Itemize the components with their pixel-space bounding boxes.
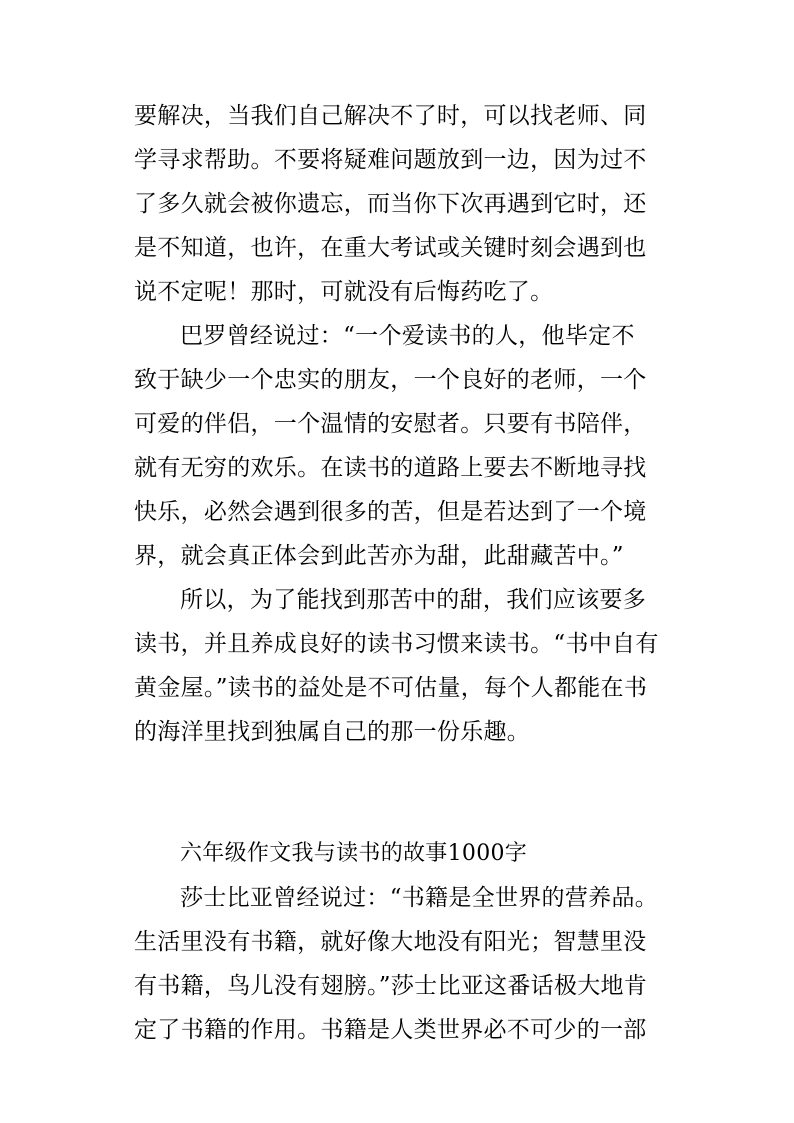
paragraph-3-line-4: 的海洋里找到独属自己的那一份乐趣。	[134, 719, 531, 745]
paragraph-1-line-3: 了多久就会被你遗忘，而当你下次再遇到它时，还	[134, 191, 647, 217]
paragraph-1-line-2: 学寻求帮助。不要将疑难问题放到一边，因为过不	[134, 147, 647, 173]
paragraph-3-line-2: 读书，并且养成良好的读书习惯来读书。“书中自有	[134, 631, 659, 657]
paragraph-3-line-3: 黄金屋。”读书的益处是不可估量，每个人都能在书	[134, 675, 648, 701]
paragraph-2-line-2: 致于缺少一个忠实的朋友，一个良好的老师，一个	[134, 367, 647, 393]
paragraph-2-line-5: 快乐，必然会遇到很多的苦，但是若达到了一个境	[134, 499, 647, 525]
essay-paragraph-line-2: 生活里没有书籍，就好像大地没有阳光；智慧里没	[134, 929, 647, 955]
paragraph-1-line-4: 是不知道，也许，在重大考试或关键时刻会遇到也	[134, 235, 647, 261]
paragraph-3-line-1: 所以，为了能找到那苦中的甜，我们应该要多	[180, 587, 646, 613]
essay-paragraph-line-1: 莎士比亚曾经说过：“书籍是全世界的营养品。	[180, 885, 659, 911]
essay-paragraph-line-4: 定了书籍的作用。书籍是人类世界必不可少的一部	[134, 1017, 647, 1043]
paragraph-2-line-1: 巴罗曾经说过：“一个爱读书的人，他毕定不	[180, 323, 635, 349]
paragraph-2-line-4: 就有无穷的欢乐。在读书的道路上要去不断地寻找	[134, 455, 647, 481]
paragraph-1-line-1: 要解决，当我们自己解决不了时，可以找老师、同	[134, 103, 647, 129]
paragraph-2-line-6: 界，就会真正体会到此苦亦为甜，此甜藏苦中。”	[134, 543, 624, 569]
essay-title: 六年级作文我与读书的故事1000字	[180, 841, 528, 866]
essay-paragraph-line-3: 有书籍，鸟儿没有翅膀。”莎士比亚这番话极大地肯	[134, 973, 648, 999]
paragraph-1-line-5: 说不定呢！那时，可就没有后悔药吃了。	[134, 279, 554, 305]
paragraph-2-line-3: 可爱的伴侣，一个温情的安慰者。只要有书陪伴，	[134, 411, 647, 437]
